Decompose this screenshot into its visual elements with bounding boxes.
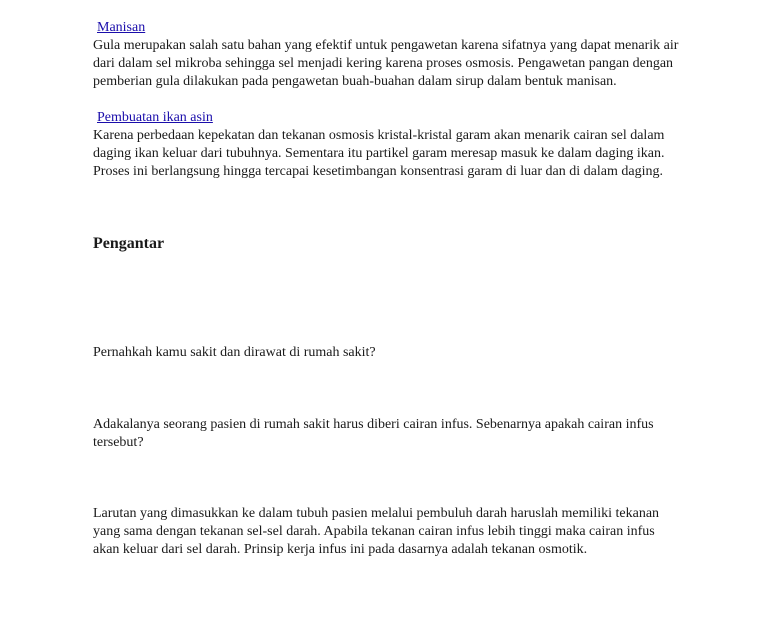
paragraph-ikan-asin: Karena perbedaan kepekatan dan tekanan osmosis kristal-kristal garam akan menarik cairan sel dalam daging ikan keluar dari tubuhnya. Sementara itu partikel garam meresap masuk ke dalam daging ikan. Proses ini berlangsung hingga tercapai kesetimbangan konsentrasi garam di luar dan di dalam daging. <box>93 128 665 179</box>
paragraph-infus-intro: Adakalanya seorang pasien di rumah sakit harus diberi cairan infus. Sebenarnya apakah cairan infus tersebut? <box>93 417 654 450</box>
link-manisan[interactable]: Manisan <box>97 20 146 35</box>
section-ikan-asin <box>93 109 683 181</box>
heading-pengantar: Pengantar <box>93 235 165 252</box>
document-content <box>93 19 683 559</box>
paragraph-infus-explanation: Larutan yang dimasukkan ke dalam tubuh pasien melalui pembuluh darah haruslah memiliki tekanan yang sama dengan tekanan sel-sel darah. Apabila tekanan cairan infus lebih tinggi maka cairan infus akan keluar dari sel darah. Prinsip kerja infus ini pada dasarnya adalah tekanan osmotik. <box>93 506 660 557</box>
paragraph-question: Pernahkah kamu sakit dan dirawat di rumah sakit? <box>93 345 376 360</box>
link-pembuatan-ikan-asin[interactable]: Pembuatan ikan asin <box>97 110 213 125</box>
paragraph-manisan: Gula merupakan salah satu bahan yang efektif untuk pengawetan karena sifatnya yang dapat menarik air dari dalam sel mikroba sehingga sel menjadi kering karena proses osmosis. Pengawetan pangan dengan pemberian gula dilakukan pada pengawetan buah-buahan dalam sirup dalam bentuk manisan. <box>93 38 679 89</box>
section-manisan <box>93 19 683 91</box>
